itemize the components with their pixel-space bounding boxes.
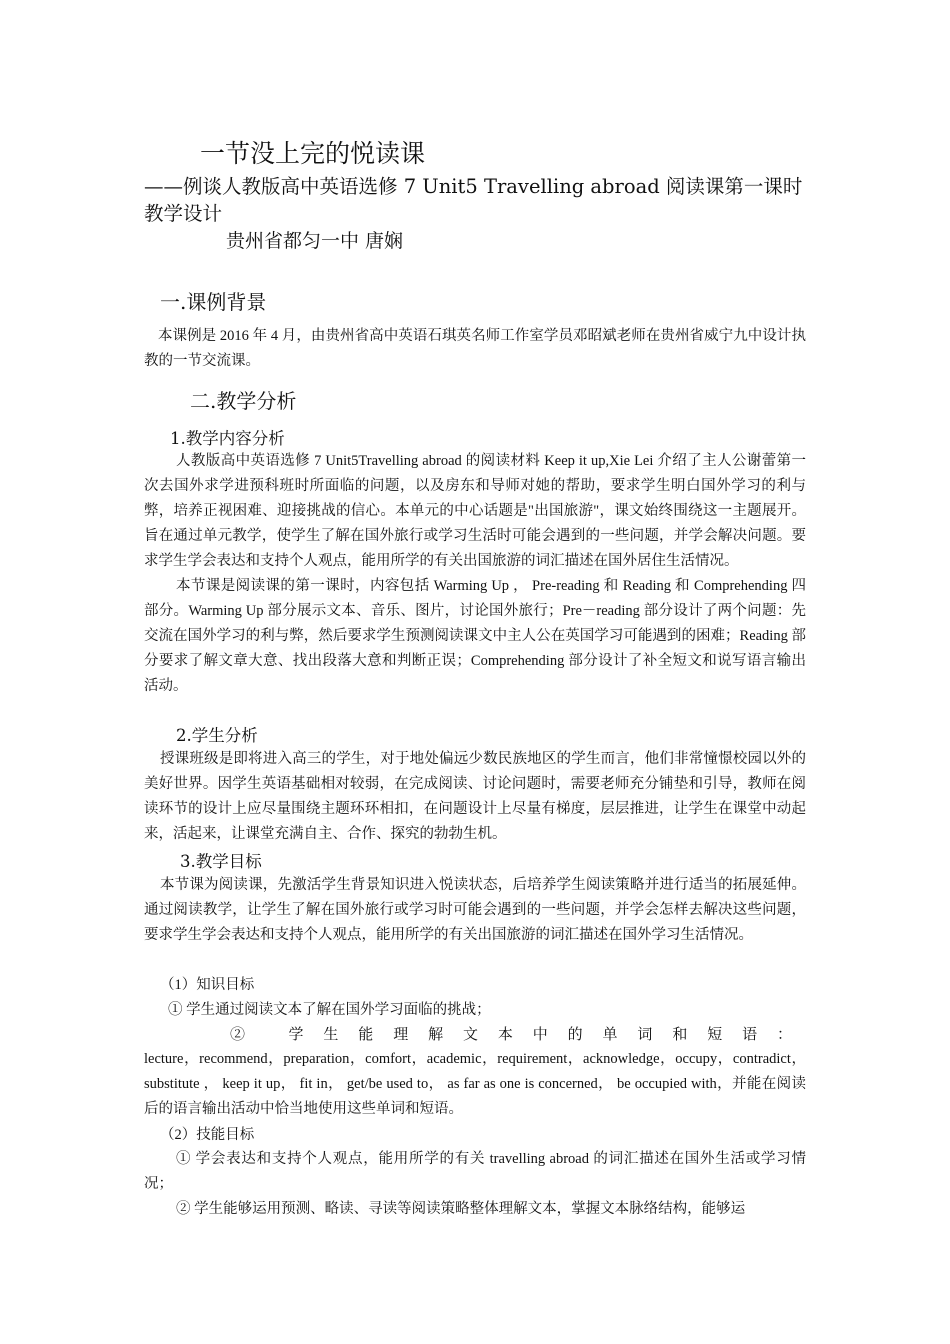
section-heading-analysis: 二.教学分析 [190,389,297,413]
subheading-content-analysis: 1.教学内容分析 [170,429,285,448]
content-analysis-body [144,449,806,699]
knowledge-goal-1: ① 学生通过阅读文本了解在国外学习面临的挑战； [168,1002,491,1018]
knowledge-goals-heading: （1）知识目标 [160,977,255,993]
paragraph: 本节课是阅读课的第一课时，内容包括 Warming Up ， Pre-reading 和 Reading 和 Comprehending 四部分。Warming Up 部分展示文本、音乐、图片，讨论国外旅行；Pre－reading 部分设计了两个问题：先交流在国外学习的利与弊，然后要求学生预测阅读课文中主人公在英国学习可能遇到的困难；Reading 部分要求了解文章大意、找出段落大意和判断正误；Comprehending 部分设计了补全短文和说写语言输出活动。 [144,578,806,694]
paragraph: 授课班级是即将进入高三的学生，对于地处偏远少数民族地区的学生而言，他们非常憧憬校园以外的美好世界。因学生英语基础相对较弱，在完成阅读、讨论问题时，需要老师充分铺垫和引导，教师在阅读环节的设计上应尽量围绕主题环环相扣，在问题设计上尽量有梯度，层层推进，让学生在课堂中动起来，活起来，让课堂充满自主、合作、探究的勃勃生机。 [144,751,806,842]
section-background-body [144,324,806,374]
student-analysis-body [144,747,806,847]
paragraph: 本节课为阅读课，先激活学生背景知识进入悦读状态，后培养学生阅读策略并进行适当的拓展延伸。通过阅读教学，让学生了解在国外旅行或学习时可能会遇到的一些问题，并学会怎样去解决这些问题，要求学生学会表达和支持个人观点，能用所学的有关出国旅游的词汇描述在国外学习生活情况。 [144,877,806,943]
section-heading-background: 一.课例背景 [160,290,267,314]
knowledge-goal-2-body [144,1047,806,1122]
subheading-teaching-goals: 3.教学目标 [180,852,262,871]
subheading-student-analysis: 2.学生分析 [176,726,258,745]
skill-goal-2: ② 学生能够运用预测、略读、寻读等阅读策略整体理解文本，掌握文本脉络结构，能够运 [176,1201,746,1217]
document-author: 贵州省都匀一中 唐娴 [226,230,404,252]
skill-goals-body [144,1147,806,1222]
teaching-goals-body [144,873,806,948]
paragraph: 本课例是 2016 年 4 月，由贵州省高中英语石琪英名师工作室学员邓昭斌老师在贵州省威宁九中设计执教的一节交流课。 [144,328,806,369]
paragraph: lecture，recommend，preparation，comfort，academic，requirement，acknowledge，occupy，contradict， substitute ， keep it up， fit in， get/be used to， as far as one is concerned， be occupied with，并能在阅读后的语言输出活动中恰当地使用这些单词和短语。 [144,1051,806,1117]
paragraph: 人教版高中英语选修 7 Unit5Travelling abroad 的阅读材料 Keep it up,Xie Lei 介绍了主人公谢蕾第一次去国外求学进预科班时所面临的问题，以及房东和导师对她的帮助，要求学生明白国外学习的利与弊，培养正视困难、迎接挑战的信心。本单元的中心话题是"出国旅游"，课文始终围绕这一主题展开。旨在通过单元教学，使学生了解在国外旅行或学习生活时可能会遇到的一些问题，并学会解决问题。要求学生学会表达和支持个人观点，能用所学的有关出国旅游的词汇描述在国外居住生活情况。 [144,453,806,569]
document-title: 一节没上完的悦读课 [200,139,426,168]
skill-goal-1: ① 学会表达和支持个人观点，能用所学的有关 travelling abroad 的词汇描述在国外生活或学习情况； [144,1151,806,1192]
document-subtitle: ——例谈人教版高中英语选修 7 Unit5 Travelling abroad 阅读课第一课时教学设计 [144,175,803,225]
skill-goals-heading: （2）技能目标 [160,1127,255,1143]
knowledge-goal-2-lead: ② 学生能理解文本中的单词和短语： [230,1027,806,1043]
